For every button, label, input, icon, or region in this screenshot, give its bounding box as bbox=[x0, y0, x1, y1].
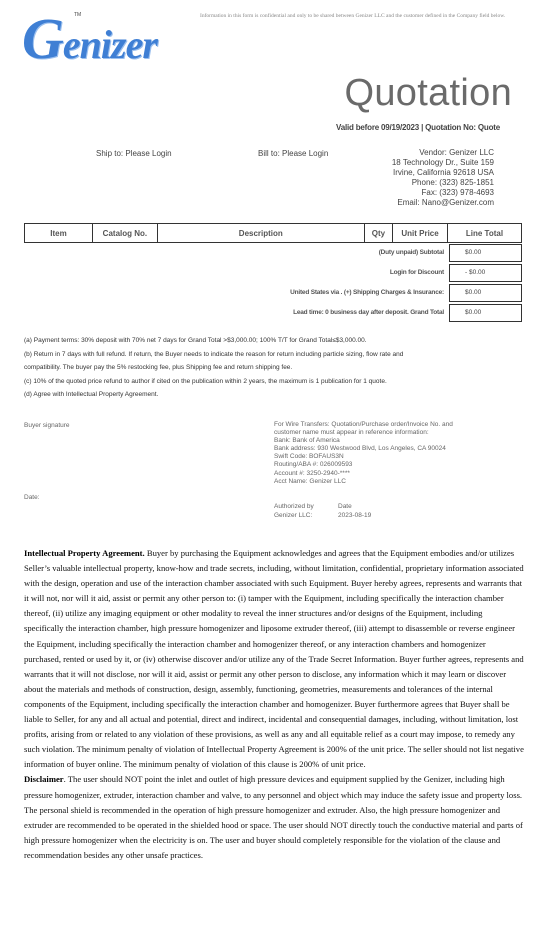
vendor-line: Vendor: Genizer LLC bbox=[419, 148, 494, 157]
date-label: Date: bbox=[24, 494, 40, 501]
disclaimer-body: . The user should NOT point the inlet and outlet of high pressure devices and equipment supplied by the Genizer, including high pressure homogenizer, extruder, interaction chamber and valve, to any personnel and object which may induce the safety issue and property loss. The personal shield is recommended in the operation of high pressure homogenizer and extruder. Also, the high pressure homogenizer and extruder are recommended to be operated in the shielded hood or space. The user should NOT directly touch the conductive material and parts of high pressure homogenizer when the electricity is on. The user and buyer should completely responsible for the violation of the clause and recommendation besides any other unsafe practices. bbox=[24, 774, 523, 860]
wire-line: For Wire Transfers: Quotation/Purchase order/Invoice No. and bbox=[274, 421, 453, 428]
discount-value: - $0.00 bbox=[465, 269, 486, 276]
vendor-line: Fax: (323) 978-4693 bbox=[421, 188, 494, 197]
term-b-cont: compatibility. The buyer pay the 5% restocking fee, plus Shipping fee and return shipping fee. bbox=[24, 364, 293, 372]
shipping-label: United States via . (+) Shipping Charges & Insurance: bbox=[290, 289, 444, 296]
discount-row bbox=[24, 264, 522, 282]
wire-line: Routing/ABA #: 026009593 bbox=[274, 461, 353, 469]
authorized-date-value: 2023-08-19 bbox=[338, 511, 372, 519]
authorized-date-label: Date bbox=[338, 503, 352, 510]
disclaimer bbox=[24, 772, 524, 863]
vendor-line: 18 Technology Dr., Suite 159 bbox=[391, 158, 494, 167]
grand-total-label: Lead time: 0 business day after deposit. Grand Total bbox=[293, 309, 444, 316]
logo-wordmark: Genizer bbox=[22, 6, 157, 71]
term-a: (a) Payment terms: 30% deposit with 70% net 7 days for Grand Total >$3,000.00; 100% T/T for Grand Total≤$3,000.00. bbox=[24, 337, 367, 344]
shipping-row bbox=[24, 284, 522, 302]
document-title: Quotation bbox=[344, 72, 512, 114]
confidentiality-notice: Information in this form is confidential and only to be shared between Genizer LLC and the customer defined in the Company field below. bbox=[200, 13, 506, 19]
buyer-signature-label: Buyer signature bbox=[24, 422, 70, 429]
wire-line: Bank address: 930 Westwood Blvd, Los Angeles, CA 90024 bbox=[274, 445, 446, 453]
payment-terms bbox=[24, 334, 524, 402]
authorized-by-label: Authorized by bbox=[274, 503, 314, 510]
authorized-company: Genizer LLC: bbox=[274, 511, 313, 519]
authorized-by bbox=[274, 503, 314, 520]
legal-text bbox=[24, 546, 524, 863]
valid-before-line: Valid before 09/19/2023 | Quotation No: Quote bbox=[336, 123, 500, 132]
items-table bbox=[24, 223, 522, 243]
col-unit-price: Unit Price bbox=[393, 224, 448, 243]
term-d: (d) Agree with Intellectual Property Agreement. bbox=[24, 391, 159, 399]
bill-to: Bill to: Please Login bbox=[258, 149, 329, 158]
wire-line: Account #: 3250-2940-**** bbox=[274, 469, 350, 477]
term-b: (b) Return in 7 days with full refund. If return, the Buyer needs to indicate the reason for return including particle sizing, flow rate and bbox=[24, 350, 404, 358]
discount-value-box bbox=[449, 264, 522, 282]
term-c: (c) 10% of the quoted price refund to author if cited on the publication within 2 years, the maximum is 1 publication for 1 quote. bbox=[24, 377, 387, 385]
ip-agreement bbox=[24, 546, 524, 772]
wire-line: Acct Name: Genizer LLC bbox=[274, 477, 346, 485]
ip-agreement-heading: Intellectual Property Agreement. bbox=[24, 548, 145, 558]
trademark-mark: TM bbox=[74, 12, 82, 18]
col-item: Item bbox=[25, 224, 93, 243]
genizer-logo bbox=[22, 6, 172, 71]
ship-to: Ship to: Please Login bbox=[96, 149, 172, 158]
wire-line: Bank: Bank of America bbox=[274, 437, 340, 445]
ip-agreement-body: Buyer by purchasing the Equipment acknowledges and agrees that the Equipment embodies and/or utilizes Seller’s valuable intellectual property, know-how and trade secrets, including, without limitation, confidential, proprietary information associated with the design, operation and use of the interaction chamber associated with such Equipment. Buyer hereby agrees, represents and warrants that it will not, nor will it aid, assist or permit any other person to: (i) tamper with the Equipment, including specifically the interaction chamber thereof, (ii) utilize any imaging equipment or other modality to reveal the inner structures and/or designs of the Equipment, including specifically the interaction chamber, high pressure homogenizer and liposome extruder thereof, (iii) attempt to disassemble or reverse engineer the Equipment, including specifically the interaction chamber and homogenizer thereof, or any interaction chambers and homogenizer purchased, rented or used by it, or (iv) otherwise discover and/or utilize any of the Trade Secret Information. Buyer further agrees, represents and warrants that it will not disclose, nor will it aid, assist or permit any other person to disclose, any information which it may learn or discover about the materials and methods of construction, design, assembly, functioning, geometries, measurements and tolerances of the internal components of the Equipment, including specifically the interaction chamber and homogenizer. Buyer furthermore agrees that Buyer shall be liable to Seller, for any and all actual and potential, direct and indirect, incidental and consequential damages, including, without limitation, lost profits, arising from or related to any violation of these provisions, as well as any and all equitable relief as a court may impose, to remedy any such violation. The minimum penalty of violation of Intellectual Property Agreement is 200% of the unit price. The seller should not list negative information of buyer online. The minimum penalty of violation of this clause is 200% of unit price. bbox=[24, 548, 524, 770]
vendor-line: Phone: (323) 825-1851 bbox=[411, 178, 494, 187]
authorized-date bbox=[338, 503, 371, 520]
col-line-total: Line Total bbox=[447, 224, 521, 243]
wire-line: customer name must appear in reference information: bbox=[274, 429, 429, 437]
subtotal-value: $0.00 bbox=[465, 249, 482, 256]
col-catalog-no: Catalog No. bbox=[92, 224, 157, 243]
subtotal-label: (Duty unpaid) Subtotal bbox=[378, 249, 444, 256]
grand-total-row bbox=[24, 304, 522, 322]
vendor-line: Email: Nano@Genizer.com bbox=[397, 198, 494, 207]
wire-transfer-info bbox=[274, 421, 504, 486]
vendor-address bbox=[350, 148, 494, 208]
shipping-value: $0.00 bbox=[465, 289, 482, 296]
shipping-value-box bbox=[449, 284, 522, 302]
items-header-row bbox=[25, 224, 522, 243]
wire-line: Swift Code: BOFAUS3N bbox=[274, 453, 344, 461]
col-description: Description bbox=[157, 224, 364, 243]
grand-total-value-box bbox=[449, 304, 522, 322]
col-qty: Qty bbox=[364, 224, 392, 243]
subtotal-value-box bbox=[449, 244, 522, 262]
subtotal-row bbox=[24, 244, 522, 262]
disclaimer-heading: Disclaimer bbox=[24, 774, 64, 785]
discount-label[interactable]: Login for Discount bbox=[389, 269, 444, 276]
vendor-line: Irvine, California 92618 USA bbox=[393, 168, 494, 177]
grand-total-value: $0.00 bbox=[465, 309, 482, 316]
